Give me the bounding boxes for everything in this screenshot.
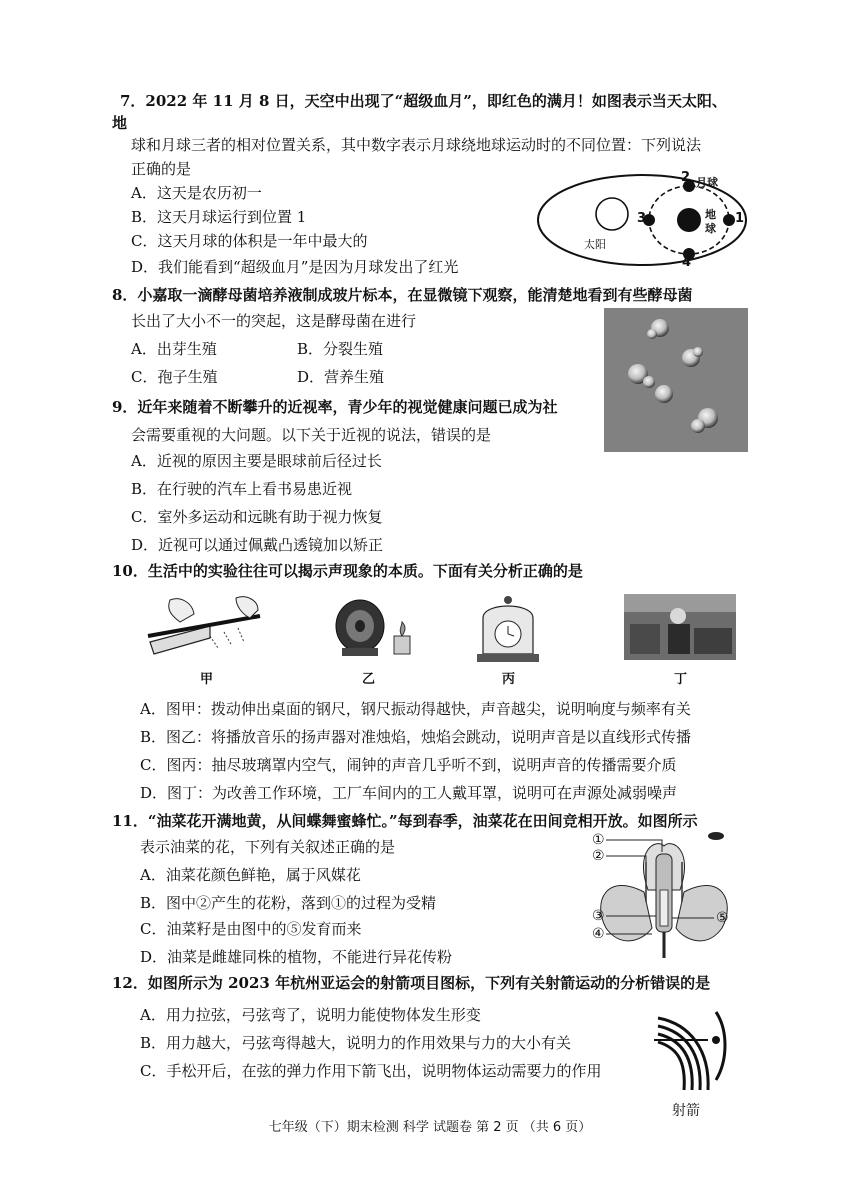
archery-caption: 射箭 [672, 1103, 700, 1119]
q11-option-b: B．图中②产生的花粉，落到①的过程为受精 [140, 894, 437, 912]
flower-label-2: ② [592, 848, 605, 864]
q10-option-a: A．图甲：拨动伸出桌面的钢尺，钢尺振动得越快，声音越尖，说明响度与频率有关 [140, 700, 691, 718]
q8-option-a: A．出芽生殖 [131, 340, 217, 358]
q12-stem: 12．如图所示为 2023 年杭州亚运会的射箭项目图标，下列有关射箭运动的分析错误的是 [112, 974, 711, 992]
q11-option-d: D．油菜是雌雄同株的植物，不能进行异花传粉 [140, 948, 453, 966]
q9-option-d: D．近视可以通过佩戴凸透镜加以矫正 [131, 536, 384, 554]
q12-option-a: A．用力拉弦，弓弦弯了，说明力能使物体发生形变 [140, 1006, 481, 1024]
figure-jia-ruler [140, 592, 270, 664]
sun-label: 太阳 [584, 238, 606, 251]
yeast-micrograph [604, 308, 748, 452]
position-4-label: 4 [682, 255, 692, 270]
q11-stem-line2: 表示油菜的花，下列有关叙述正确的是 [140, 838, 396, 856]
figure-ding-label: 丁 [674, 672, 688, 687]
q8-option-d: D．营养生殖 [297, 368, 385, 386]
figure-ding-factory [624, 594, 736, 660]
q7-option-c: C．这天月球的体积是一年中最大的 [131, 232, 368, 250]
flower-label-1: ① [592, 832, 605, 848]
q8-option-b: B．分裂生殖 [297, 340, 384, 358]
q9-stem-line2: 会需要重视的大问题。以下关于近视的说法，错误的是 [131, 426, 492, 444]
q12-option-c: C．手松开后，在弦的弹力作用下箭飞出，说明物体运动需要力的作用 [140, 1062, 602, 1080]
archery-pictogram [650, 1010, 734, 1094]
q10-option-b: B．图乙：将播放音乐的扬声器对准烛焰，烛焰会跳动，说明声音是以直线形式传播 [140, 728, 692, 746]
figure-bing-bell-jar [475, 594, 541, 664]
figure-bing-label: 丙 [502, 672, 516, 687]
earth-label-2: 球 [705, 222, 716, 235]
q8-stem-line1: 8．小嘉取一滴酵母菌培养液制成玻片标本，在显微镜下观察，能清楚地看到有些酵母菌 [112, 286, 693, 304]
position-1-label: 1 [735, 211, 745, 226]
figure-yi-label: 乙 [362, 672, 376, 687]
rapeseed-flower-diagram [586, 832, 746, 962]
position-2-label: 2 [681, 170, 691, 185]
page-footer: 七年级（下）期末检测 科学 试题卷 第 2 页 （共 6 页） [268, 1120, 592, 1135]
q10-option-c: C．图丙：抽尽玻璃罩内空气，闹钟的声音几乎听不到，说明声音的传播需要介质 [140, 756, 677, 774]
q7-option-a: A．这天是农历初一 [131, 184, 262, 202]
q7-stem-line1-wrap: 地 [112, 114, 128, 132]
q11-option-a: A．油菜花颜色鲜艳，属于风媒花 [140, 866, 361, 884]
q8-option-c: C．孢子生殖 [131, 368, 218, 386]
q9-option-b: B．在行驶的汽车上看书易患近视 [131, 480, 353, 498]
q7-option-d: D．我们能看到“超级血月”是因为月球发出了红光 [131, 258, 459, 276]
flower-label-5: ⑤ [716, 910, 729, 926]
q12-option-b: B．用力越大，弓弦弯得越大，说明力的作用效果与力的大小有关 [140, 1034, 572, 1052]
earth-label-1: 地 [705, 208, 716, 221]
q11-stem-line1: 11．“油菜花开满地黄，从间蝶舞蜜蜂忙。”每到春季，油菜花在田间竞相开放。如图所示 [112, 812, 698, 830]
earth-circle [677, 208, 701, 232]
q11-option-c: C．油菜籽是由图中的⑤发育而来 [140, 920, 362, 938]
figure-yi-speaker [330, 596, 420, 660]
flower-label-3: ③ [592, 908, 605, 924]
q7-stem-line1: 7．2022 年 11 月 8 日，天空中出现了“超级血月”，即红色的满月！如图表示当天太阳、 [120, 92, 727, 110]
moon-position-1 [723, 214, 735, 226]
q7-stem-line2: 球和月球三者的相对位置关系，其中数字表示月球绕地球运动时的不同位置：下列说法 [131, 136, 702, 154]
q10-option-d: D．图丁：为改善工作环境，工厂车间内的工人戴耳罩，说明可在声源处减弱噪声 [140, 784, 678, 802]
q8-stem-line2: 长出了大小不一的突起，这是酵母菌在进行 [131, 312, 417, 330]
q9-option-a: A．近视的原因主要是眼球前后径过长 [131, 452, 382, 470]
moon-label: 月球 [696, 176, 718, 189]
figure-jia-label: 甲 [200, 672, 214, 687]
q7-stem-line3: 正确的是 [131, 160, 192, 178]
position-3-label: 3 [637, 211, 647, 226]
q7-option-b: B．这天月球运行到位置 1 [131, 208, 307, 226]
q10-stem: 10．生活中的实验往往可以揭示声现象的本质。下面有关分析正确的是 [112, 562, 583, 580]
sun-circle [596, 198, 628, 230]
q9-stem-line1: 9．近年来随着不断攀升的近视率，青少年的视觉健康问题已成为社 [112, 398, 558, 416]
q9-option-c: C．室外多运动和远眺有助于视力恢复 [131, 508, 383, 526]
flower-label-4: ④ [592, 926, 605, 942]
